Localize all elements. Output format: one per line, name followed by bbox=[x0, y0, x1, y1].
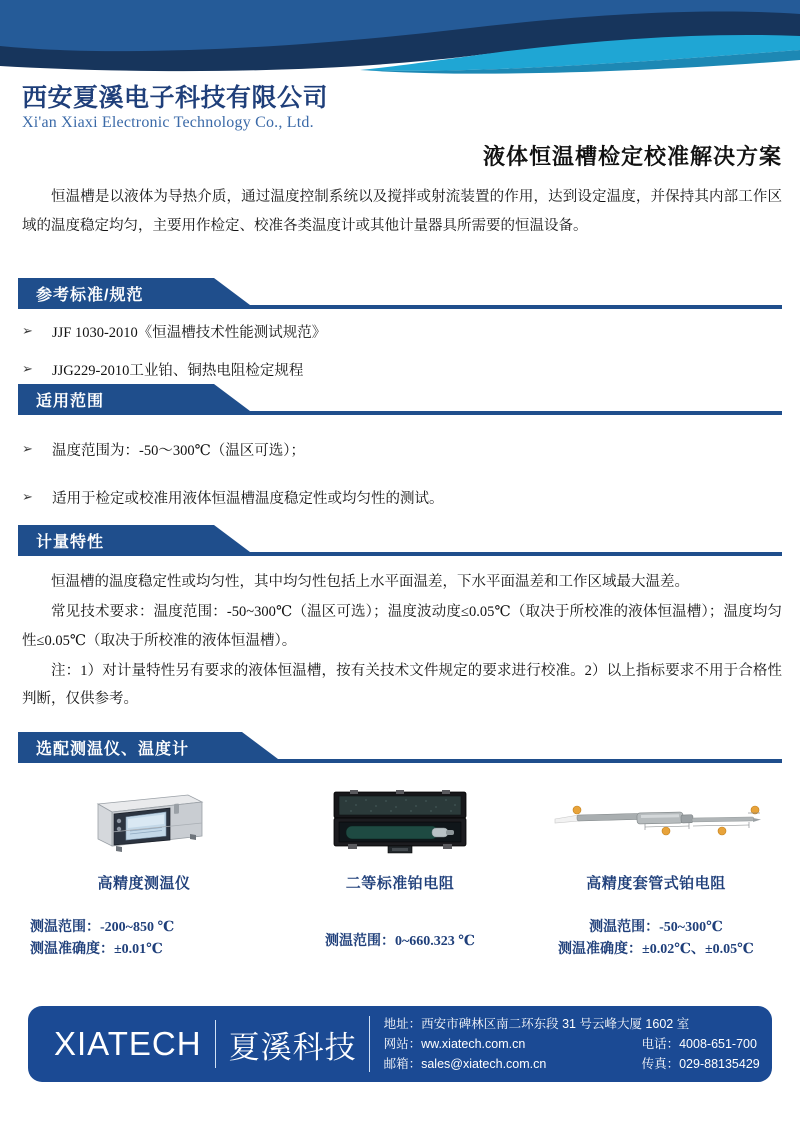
section-banner-shape-scope bbox=[18, 384, 782, 418]
email-label: 邮箱： bbox=[383, 1057, 422, 1072]
email-value[interactable]: sales@xiatech.com.cn bbox=[421, 1057, 547, 1072]
arrow-bullet-icon: ➢ bbox=[22, 362, 33, 378]
intro-paragraph: 恒温槽是以液体为导热介质，通过温度控制系统以及搅拌或射流装置的作用，达到设定温度，并保持其内部工作区域的温度稳定均匀，主要用作检定、校准各类温度计或其他计量器具所需要的恒温设备。 bbox=[22, 189, 782, 234]
footer-divider bbox=[369, 1016, 370, 1072]
list-item bbox=[22, 322, 772, 344]
footer-contact-block bbox=[384, 1014, 760, 1075]
company-identity bbox=[22, 84, 328, 132]
metrology-body bbox=[22, 568, 782, 715]
section-banner-shape-metrology bbox=[18, 525, 782, 559]
product-name: 高精度测温仪 bbox=[97, 875, 191, 892]
contact-row-email-fax bbox=[384, 1054, 760, 1074]
section-title-standards: 参考标准/规范 bbox=[36, 287, 144, 304]
spec-line: 测温准确度：±0.01℃ bbox=[30, 942, 163, 958]
email-cell bbox=[384, 1054, 642, 1074]
company-name-en: Xi'an Xiaxi Electronic Technology Co., Ltd. bbox=[22, 113, 314, 131]
metrology-paragraph: 注：1）对计量特性另有要求的液体恒温槽，按有关技术文件规定的要求进行校准。2）以上指标要求不用于合格性判断，仅供参考。 bbox=[22, 662, 782, 708]
header-wave-svg bbox=[0, 0, 800, 78]
address-value: 西安市碑林区南二环东段 31 号云峰大厦 1602 室 bbox=[421, 1016, 690, 1031]
arrow-bullet-icon: ➢ bbox=[22, 490, 33, 506]
scope-list bbox=[22, 440, 772, 527]
sheathed-platinum-resistance-probe-icon bbox=[549, 793, 764, 849]
logo-wordmark-en: XIATECH bbox=[54, 1025, 202, 1062]
arrow-bullet-icon: ➢ bbox=[22, 324, 33, 339]
website-cell bbox=[384, 1034, 642, 1054]
phone-label: 电话： bbox=[641, 1036, 680, 1051]
document-title: 液体恒温槽检定校准解决方案 bbox=[482, 144, 782, 169]
product-specs bbox=[272, 931, 528, 953]
product-card bbox=[16, 778, 272, 962]
list-item-text: JJF 1030-2010《恒温槽技术性能测试规范》 bbox=[52, 325, 327, 341]
header-wave-banner bbox=[0, 0, 800, 78]
logo-wordmark-cn: 夏溪科技 bbox=[228, 1029, 357, 1065]
fax-value: 029-88135429 bbox=[679, 1057, 760, 1072]
metrology-paragraph: 常见技术要求：温度范围：-50~300℃（温区可选）；温度波动度≤0.05℃（取决于所校准的液体恒温槽）；温度均匀性≤0.05℃（取决于所校准的液体恒温槽）。 bbox=[22, 604, 782, 649]
section-header-metrology bbox=[18, 525, 782, 559]
product-specs bbox=[16, 917, 272, 962]
spec-line: 测温范围：-50~300℃ bbox=[589, 920, 723, 935]
contact-row-website-phone bbox=[384, 1034, 760, 1054]
product-figure bbox=[528, 778, 784, 864]
product-figure bbox=[272, 778, 528, 864]
product-specs bbox=[528, 917, 784, 962]
phone-cell bbox=[642, 1034, 757, 1054]
product-card bbox=[528, 778, 784, 962]
product-name: 高精度套管式铂电阻 bbox=[586, 875, 726, 892]
website-value[interactable]: ww.xiatech.com.cn bbox=[421, 1036, 526, 1051]
section-title-scope: 适用范围 bbox=[36, 393, 105, 410]
spec-line: 测温范围：-200~850 ℃ bbox=[30, 920, 175, 935]
website-label: 网站： bbox=[383, 1036, 422, 1051]
product-figure bbox=[16, 778, 272, 864]
company-name-cn: 西安夏溪电子科技有限公司 bbox=[22, 84, 329, 112]
footer-logo bbox=[28, 1020, 357, 1068]
section-header-optional bbox=[18, 732, 782, 766]
cased-standard-platinum-resistance-thermometer-icon bbox=[326, 782, 474, 860]
section-header-scope bbox=[18, 384, 782, 418]
address-label: 地址： bbox=[383, 1016, 422, 1031]
section-title-optional: 选配测温仪、温度计 bbox=[36, 741, 190, 758]
fax-label: 传真： bbox=[641, 1057, 680, 1072]
product-gallery bbox=[16, 778, 784, 962]
contact-row-address bbox=[384, 1014, 760, 1034]
list-item-text: JJG229-2010工业铂、铜热电阻检定规程 bbox=[52, 363, 304, 380]
product-name: 二等标准铂电阻 bbox=[345, 875, 455, 892]
list-item-text: 温度范围为：-50～300℃（温区可选）； bbox=[52, 443, 306, 459]
fax-cell bbox=[642, 1054, 760, 1074]
footer-bar bbox=[28, 1006, 772, 1082]
list-item bbox=[22, 360, 772, 382]
logo-divider bbox=[215, 1020, 216, 1068]
list-item-text: 适用于检定或校准用液体恒温槽温度稳定性或均匀性的测试。 bbox=[52, 491, 444, 508]
phone-value: 4008-651-700 bbox=[679, 1036, 757, 1051]
spec-line: 测温准确度：±0.02℃、±0.05℃ bbox=[558, 942, 754, 958]
metrology-paragraph: 恒温槽的温度稳定性或均匀性，其中均匀性包括上水平面温差，下水平面温差和工作区域最大温差。 bbox=[51, 574, 689, 590]
benchtop-thermometer-readout-icon bbox=[82, 784, 206, 858]
list-item bbox=[22, 488, 772, 510]
product-card bbox=[272, 778, 528, 962]
section-title-metrology: 计量特性 bbox=[36, 534, 105, 551]
arrow-bullet-icon: ➢ bbox=[22, 442, 33, 457]
section-header-standards bbox=[18, 278, 782, 312]
spec-line: 测温范围：0~660.323 ℃ bbox=[324, 934, 476, 949]
list-item bbox=[22, 440, 772, 462]
